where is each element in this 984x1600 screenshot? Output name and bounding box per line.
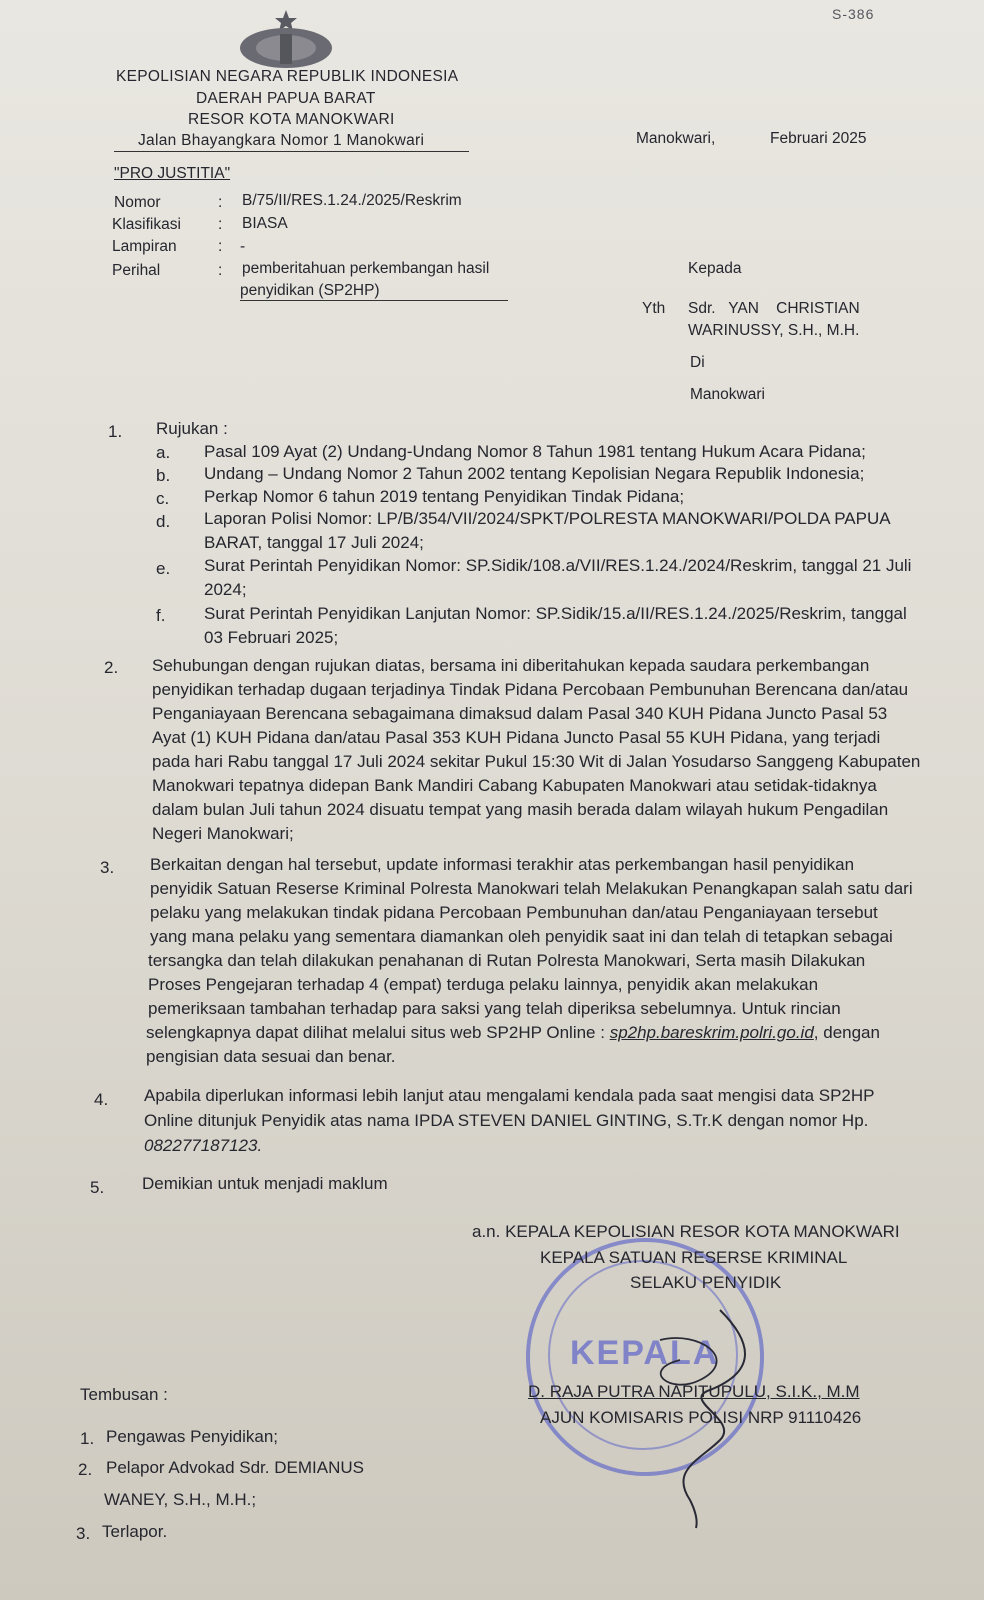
signature-line2: KEPALA SATUAN RESERSE KRIMINAL	[540, 1248, 848, 1267]
tembusan-item: Terlapor.	[102, 1522, 168, 1541]
recipient-city: Manokwari	[690, 386, 765, 403]
ref-letter: e.	[156, 559, 171, 578]
section4-number: 4.	[94, 1090, 109, 1109]
section3-line: pemeriksaan tambahan terhadap para saksi yang telah diperiksa sebelumnya. Untuk rincian	[148, 999, 841, 1018]
section2-line: Negeri Manokwari;	[152, 824, 294, 843]
meta-value-perihal-2: penyidikan (SP2HP)	[240, 282, 380, 299]
recipient-name-1: Sdr. YAN CHRISTIAN	[688, 300, 860, 317]
pro-justitia: "PRO JUSTITIA"	[114, 165, 231, 182]
section2-line: penyidikan terhadap dugaan terjadinya Tindak Pidana Percobaan Pembunuhan Berencana dan/atau	[152, 680, 909, 699]
section3-text: , dengan	[813, 1023, 880, 1042]
ref-text-cont: BARAT, tanggal 17 Juli 2024;	[204, 533, 424, 552]
section3-line: penyidik Satuan Reserse Kriminal Polresta Manokwari telah Melakukan Penangkapan salah satu dari	[150, 879, 913, 898]
section2-line: Penganiayaan Berencana sebagaimana dimaksud dalam Pasal 340 KUH Pidana Juncto Pasal 53	[152, 704, 888, 723]
tembusan-item: Pelapor Advokad Sdr. DEMIANUS	[106, 1458, 364, 1477]
recipient-kepada: Kepada	[688, 260, 742, 277]
section4-line: Online ditunjuk Penyidik atas nama IPDA STEVEN DANIEL GINTING, S.Tr.K dengan nomor Hp.	[144, 1111, 869, 1130]
header-address: Jalan Bhayangkara Nomor 1 Manokwari	[138, 132, 425, 149]
place: Manokwari,	[636, 130, 716, 147]
ref-text: Laporan Polisi Nomor: LP/B/354/VII/2024/SPKT/POLRESTA MANOKWARI/POLDA PAPUA	[204, 509, 891, 528]
recipient-di: Di	[690, 354, 705, 371]
meta-value-nomor: B/75/II/RES.1.24./2025/Reskrim	[242, 192, 462, 209]
section1-title: Rujukan :	[156, 419, 228, 438]
perihal-rule	[240, 300, 508, 301]
section2-line: Ayat (1) KUH Pidana dan/atau Pasal 353 KUH Pidana Juncto Pasal 55 KUH Pidana, yang terjadi	[152, 728, 881, 747]
date: Februari 2025	[770, 130, 867, 147]
ref-text: Undang – Undang Nomor 2 Tahun 2002 tentang Kepolisian Negara Republik Indonesia;	[204, 464, 865, 483]
ref-letter: a.	[156, 443, 171, 462]
ref-text: Surat Perintah Penyidikan Nomor: SP.Sidik/108.a/VII/RES.1.24./2024/Reskrim, tanggal 21 Juli	[204, 556, 912, 575]
meta-sep: :	[218, 194, 223, 211]
police-emblem-icon	[236, 8, 336, 70]
ref-text-cont: 2024;	[204, 580, 247, 599]
meta-label-nomor: Nomor	[114, 194, 161, 211]
stamp-text: KEPALA	[570, 1334, 720, 1372]
section3-line: yang mana pelaku yang sementara diamankan oleh penyidik saat ini dan telah di tetapkan sebagai	[150, 927, 893, 946]
ref-text: Surat Perintah Penyidikan Lanjutan Nomor: SP.Sidik/15.a/II/RES.1.24./2025/Reskrim, tanggal	[204, 604, 907, 623]
tembusan-title: Tembusan :	[80, 1385, 168, 1404]
recipient-name-2: WARINUSSY, S.H., M.H.	[688, 322, 860, 339]
meta-sep: :	[218, 238, 223, 255]
signatory-rank: AJUN KOMISARIS POLISI NRP 91110426	[540, 1408, 862, 1427]
section2-line: pada hari Rabu tanggal 17 Juli 2024 sekitar Pukul 15:30 Wit di Jalan Yosudarso Sanggeng Kabupaten	[152, 752, 921, 771]
signatory-name: D. RAJA PUTRA NAPITUPULU, S.I.K., M.M	[528, 1382, 860, 1401]
signature-line1: a.n. KEPALA KEPOLISIAN RESOR KOTA MANOKWARI	[472, 1222, 900, 1241]
tembusan-number: 3.	[76, 1524, 91, 1543]
corner-number: S-386	[832, 6, 875, 22]
tembusan-item-cont: WANEY, S.H., M.H.;	[104, 1490, 257, 1509]
section3-line	[146, 1021, 880, 1046]
header-rule	[114, 151, 469, 152]
sp2hp-website-link[interactable]: sp2hp.bareskrim.polri.go.id	[609, 1023, 814, 1042]
ref-text: Pasal 109 Ayat (2) Undang-Undang Nomor 8 Tahun 1981 tentang Hukum Acara Pidana;	[204, 442, 866, 461]
header-line1: KEPOLISIAN NEGARA REPUBLIK INDONESIA	[116, 68, 459, 85]
section1-number: 1.	[108, 422, 123, 441]
ref-text-cont: 03 Februari 2025;	[204, 628, 339, 647]
tembusan-number: 2.	[78, 1460, 93, 1479]
section5-number: 5.	[90, 1178, 105, 1197]
section3-line: pelaku yang melakukan tindak pidana Percobaan Pembunuhan dan/atau Penganiayaan tersebut	[150, 903, 878, 922]
section4-line: Apabila diperlukan informasi lebih lanjut atau mengalami kendala pada saat mengisi data SP2HP	[144, 1086, 875, 1105]
section3-line: pengisian data sesuai dan benar.	[146, 1047, 396, 1066]
meta-label-klasifikasi: Klasifikasi	[112, 216, 181, 233]
section2-line: dalam bulan Juli tahun 2024 disuatu tempat yang masih berada dalam wilayah hukum Pengadilan	[152, 800, 889, 819]
ref-letter: d.	[156, 512, 171, 531]
meta-label-perihal: Perihal	[112, 262, 161, 279]
recipient-yth: Yth	[642, 300, 666, 317]
meta-sep: :	[218, 216, 223, 233]
section3-number: 3.	[100, 858, 115, 877]
section2-line: Sehubungan dengan rujukan diatas, bersama ini diberitahukan kepada saudara perkembangan	[152, 656, 870, 675]
section2-number: 2.	[104, 658, 119, 677]
section5-text: Demikian untuk menjadi maklum	[142, 1174, 388, 1193]
section2-line: Manokwari tepatnya didepan Bank Mandiri Cabang Kabupaten Manokwari atau setidak-tidaknya	[152, 776, 877, 795]
meta-label-lampiran: Lampiran	[112, 238, 177, 255]
ref-text: Perkap Nomor 6 tahun 2019 tentang Penyidikan Tindak Pidana;	[204, 487, 685, 506]
section3-text: selengkapnya dapat dilihat melalui situs web SP2HP Online :	[146, 1023, 610, 1042]
section3-line: Berkaitan dengan hal tersebut, update informasi terakhir atas perkembangan hasil penyidikan	[150, 855, 855, 874]
meta-value-perihal: pemberitahuan perkembangan hasil	[242, 260, 490, 277]
section3-line: tersangka dan telah dilakukan penahanan di Rutan Polresta Manokwari, Serta masih Dilakukan	[148, 951, 866, 970]
section4-phone: 082277187123.	[144, 1136, 263, 1155]
section3-line: Proses Pengejaran terhadap 4 (empat) terduga pelaku lainnya, penyidik akan melakukan	[148, 975, 819, 994]
ref-letter: c.	[156, 489, 170, 508]
meta-value-klasifikasi: BIASA	[242, 215, 288, 232]
meta-value-lampiran: -	[240, 238, 246, 255]
meta-sep: :	[218, 262, 223, 279]
ref-letter: b.	[156, 466, 171, 485]
signature-line3: SELAKU PENYIDIK	[630, 1273, 782, 1292]
header-line2: DAERAH PAPUA BARAT	[196, 90, 376, 107]
tembusan-item: Pengawas Penyidikan;	[106, 1427, 279, 1446]
ref-letter: f.	[156, 606, 166, 625]
tembusan-number: 1.	[80, 1429, 95, 1448]
header-line3: RESOR KOTA MANOKWARI	[188, 111, 395, 128]
